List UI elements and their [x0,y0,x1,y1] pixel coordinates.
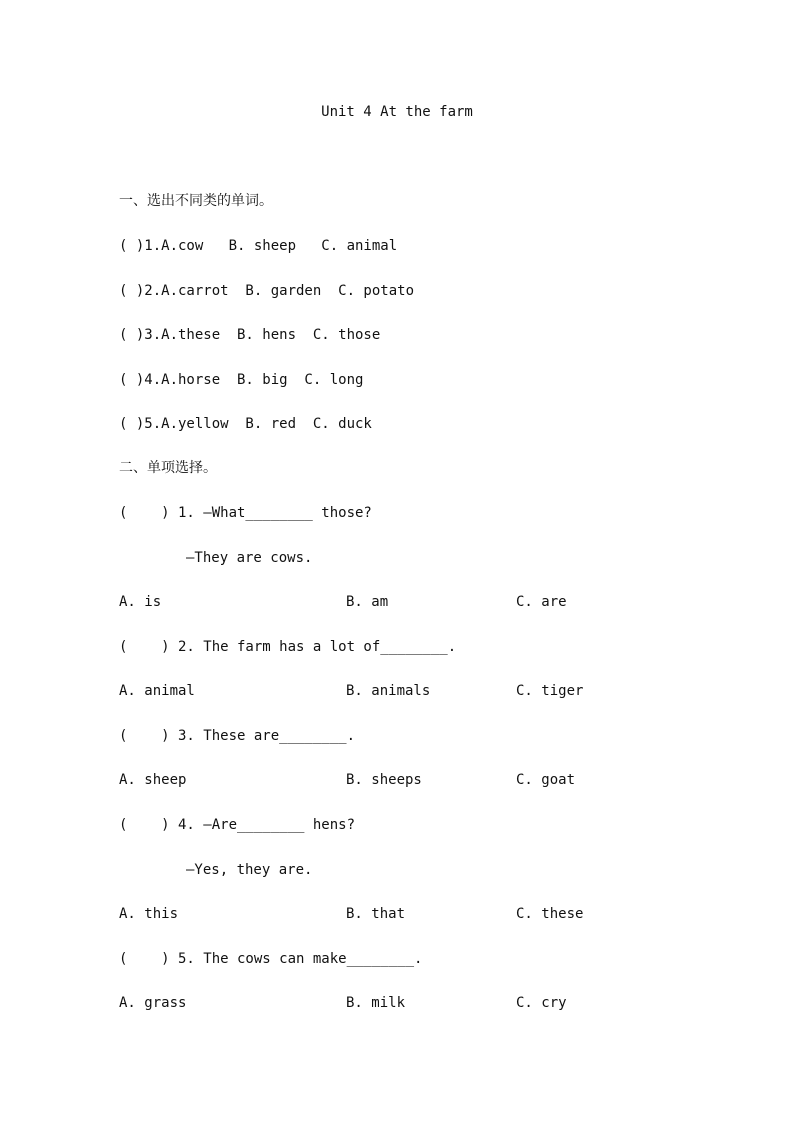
question-5-option-c: C. cry [516,995,567,1011]
section1-item-2: ( )2.A.carrot B. garden C. potato [119,283,415,299]
section1-heading: 一、选出不同类的单词。 [119,193,273,209]
section1-item-3: ( )3.A.these B. hens C. those [119,327,381,343]
question-1-reply: —They are cows. [186,550,313,566]
question-3-option-a: A. sheep [119,772,187,788]
question-2-option-b: B. animals [346,683,431,699]
question-3-option-c: C. goat [516,772,576,788]
question-3-stem: ( ) 3. These are________. [119,728,356,744]
question-1-option-c: C. are [516,594,567,610]
question-4-option-b: B. that [346,906,406,922]
question-2-option-a: A. animal [119,683,195,699]
section2-heading: 二、单项选择。 [119,460,217,476]
section1-item-4: ( )4.A.horse B. big C. long [119,372,364,388]
section1-item-5: ( )5.A.yellow B. red C. duck [119,416,372,432]
question-5-option-a: A. grass [119,995,187,1011]
page-title: Unit 4 At the farm [321,104,473,120]
section1-item-1: ( )1.A.cow B. sheep C. animal [119,238,398,254]
question-4-stem: ( ) 4. —Are________ hens? [119,817,356,833]
question-2-stem: ( ) 2. The farm has a lot of________. [119,639,457,655]
question-4-option-c: C. these [516,906,584,922]
question-4-reply: —Yes, they are. [186,862,313,878]
question-5-option-b: B. milk [346,995,406,1011]
question-1-stem: ( ) 1. —What________ those? [119,505,372,521]
question-2-option-c: C. tiger [516,683,584,699]
question-1-option-b: B. am [346,594,389,610]
question-5-stem: ( ) 5. The cows can make________. [119,951,423,967]
question-4-option-a: A. this [119,906,179,922]
question-3-option-b: B. sheeps [346,772,422,788]
question-1-option-a: A. is [119,594,162,610]
